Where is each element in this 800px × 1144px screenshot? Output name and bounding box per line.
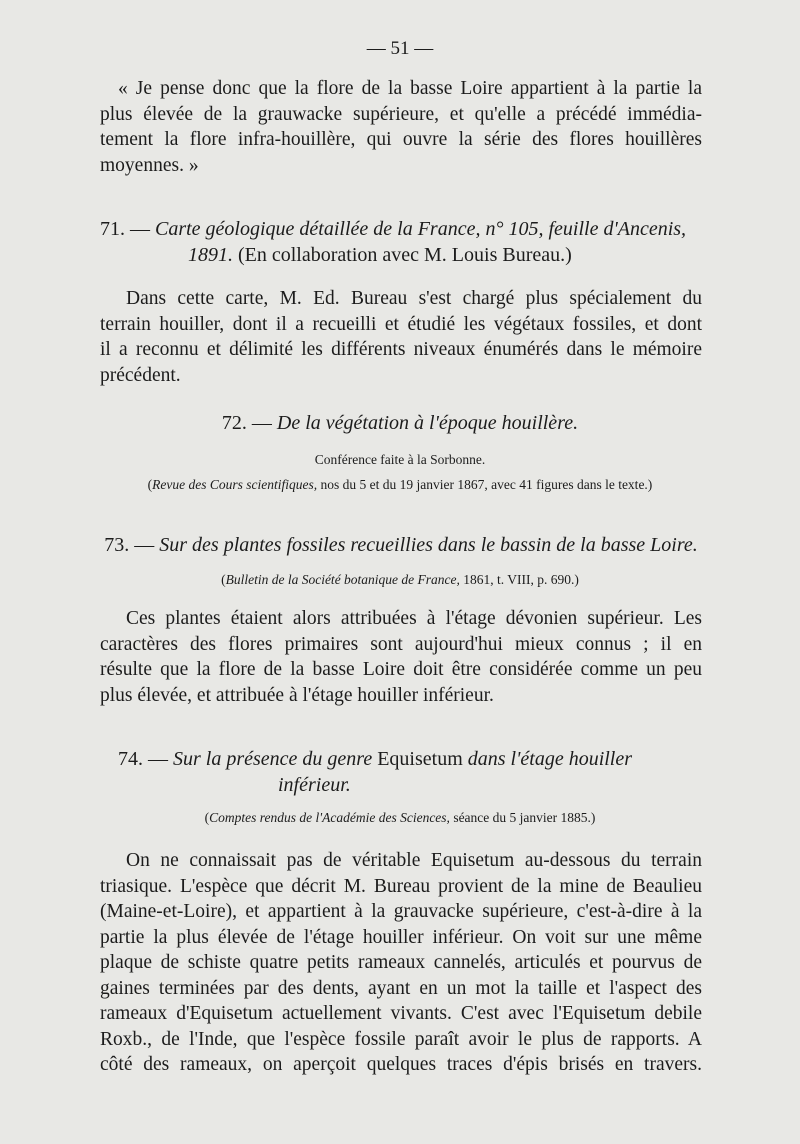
item-title-text: dans l'étage houiller	[467, 748, 633, 770]
item-74-body	[100, 848, 702, 1078]
item-71-body	[100, 286, 702, 388]
body-line: Roxb., de l'Inde, que l'espèce fossile paraît avoir le plus de rapports. A	[100, 1028, 702, 1050]
body-line: (Maine-et-Loire), et appartient à la grauvacke supérieure, c'est-à-dire à la	[100, 901, 702, 922]
body-line: il a reconnu et délimité les différents niveaux énumérés dans le mémoire	[100, 339, 702, 360]
ref-details: nos du 5 et du 19 janvier 1867, avec 41 figures dans le texte.)	[317, 477, 653, 492]
quote-line: plus élevée de la grauwacke supérieure, et qu'elle a précédé immédia-	[100, 103, 702, 125]
ref-paren: (	[204, 810, 210, 825]
item-number: 74. —	[118, 748, 168, 770]
body-line: Dans cette carte, M. Ed. Bureau s'est chargé plus spécialement du	[126, 288, 702, 309]
item-72-reference	[0, 477, 800, 493]
body-line: résulte que la flore de la basse Loire doit être considérée comme un peu	[100, 659, 702, 680]
item-73-reference	[0, 572, 800, 588]
quote-line: « Je pense donc que la flore de la basse Loire appartient à la partie la	[118, 78, 702, 99]
item-title-genus: Equisetum	[377, 748, 463, 770]
ref-paren: (	[147, 477, 153, 492]
body-line: précédent.	[100, 364, 181, 386]
ref-journal: Revue des Cours scientifiques,	[152, 477, 318, 492]
ref-paren: (	[221, 572, 226, 587]
item-72-title	[0, 412, 800, 435]
body-line: partie la plus élevée de l'étage houiller inférieur. On voit sur une même	[100, 926, 702, 948]
item-number: 71. —	[100, 218, 150, 240]
body-line: terrain houiller, dont il a recueilli et étudié les végétaux fossiles, et dont	[100, 313, 702, 335]
item-title-text: De la végétation à l'époque houillère.	[276, 412, 579, 434]
body-line: plaque de schiste quatre petits rameaux cannelés, articulés et pourvus de	[100, 952, 702, 973]
item-73-title	[100, 532, 702, 558]
ref-details: 1861, t. VIII, p. 690.)	[459, 572, 579, 587]
quote-line: moyennes. »	[100, 154, 199, 176]
ref-journal: Bulletin de la Société botanique de France,	[225, 572, 460, 587]
ref-details: séance du 5 janvier 1885.)	[449, 810, 596, 825]
item-title-text: Carte géologique détaillée de la France, n° 105, feuille d'Ancenis,	[155, 218, 687, 240]
item-title-text: Sur des plantes fossiles recueillies dans le bassin de la basse Loire.	[159, 534, 698, 556]
body-line: Ces plantes étaient alors attribuées à l'étage dévonien supérieur. Les	[126, 608, 702, 629]
item-74-reference	[0, 810, 800, 826]
body-line: gaines terminées par des dents, ayant en un mot la taille et l'aspect des	[100, 977, 702, 999]
body-line: caractères des flores primaires sont aujourd'hui mieux connus ; il en	[100, 633, 702, 655]
item-72-subtitle: Conférence faite à la Sorbonne.	[314, 452, 486, 467]
body-line: plus élevée, et attribuée à l'étage houiller inférieur.	[100, 684, 494, 706]
item-year: 1891.	[188, 244, 233, 266]
page-number: — 51 —	[366, 38, 434, 59]
item-number: 72. —	[221, 412, 272, 434]
item-title-text: Sur la présence du genre	[173, 748, 373, 770]
body-line: rameaux d'Equisetum actuellement vivants. C'est avec l'Equisetum debile	[100, 1003, 702, 1024]
body-line: triasique. L'espèce que décrit M. Bureau provient de la mine de Beaulieu	[100, 875, 702, 897]
body-line: côté des rameaux, on aperçoit quelques traces d'épis brisés en travers.	[100, 1054, 702, 1075]
ref-journal: Comptes rendus de l'Académie des Sciences,	[209, 810, 450, 825]
item-73-body	[100, 606, 702, 708]
item-collaboration: (En collaboration avec M. Louis Bureau.)	[238, 244, 572, 266]
item-71-title	[100, 216, 702, 268]
item-number: 73. —	[104, 534, 155, 556]
item-title-text: inférieur.	[278, 774, 351, 796]
quote-line: tement la flore infra-houillère, qui ouvre la série des flores houillères	[100, 129, 702, 150]
body-line: On ne connaissait pas de véritable Equisetum au-dessous du terrain	[126, 850, 702, 871]
item-74-title	[100, 746, 702, 798]
quote-paragraph	[100, 76, 702, 178]
